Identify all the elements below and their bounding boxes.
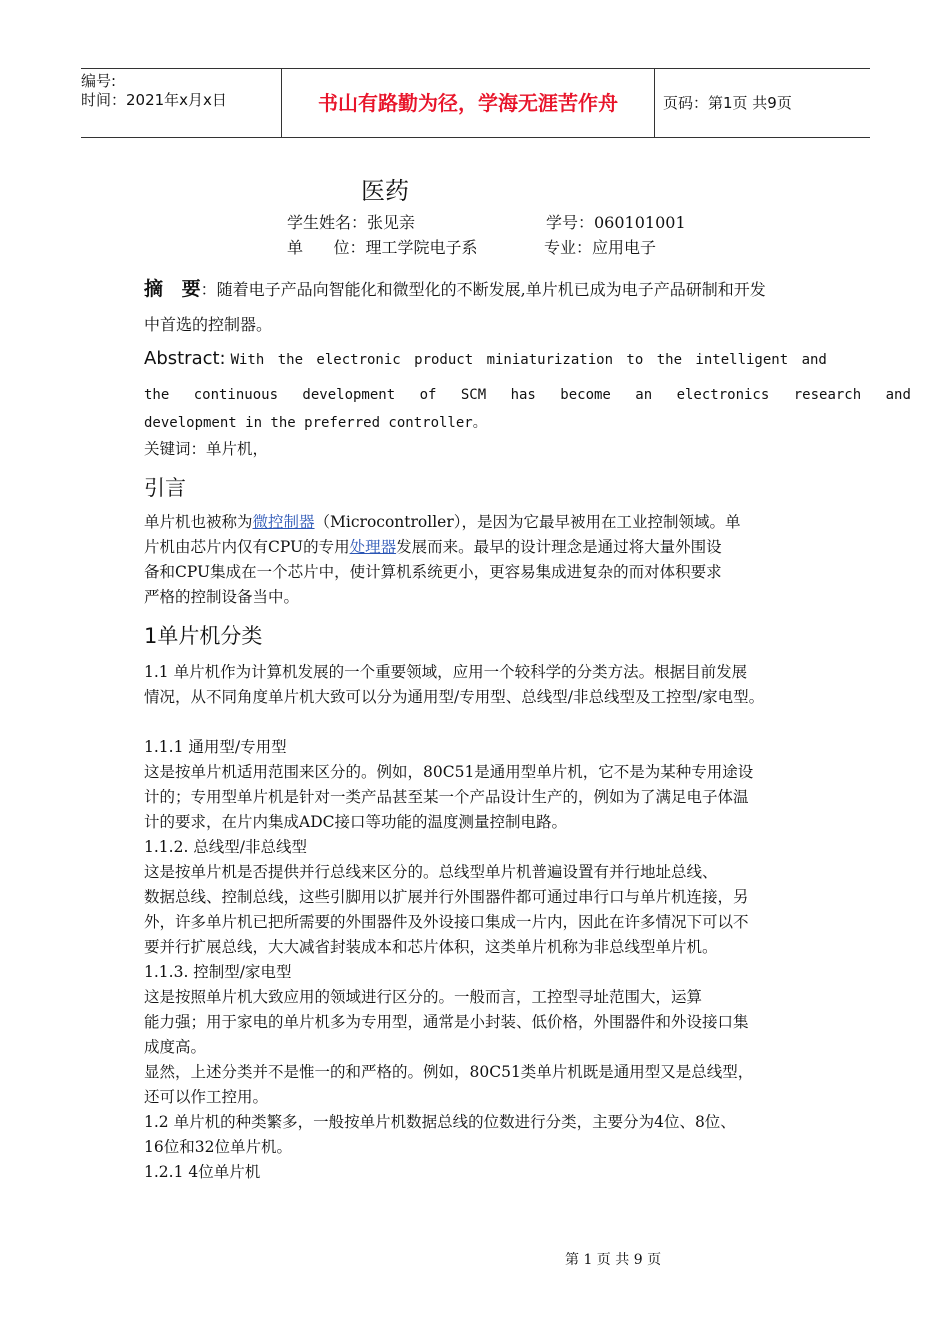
student-unit: 单 位：理工学院电子系	[287, 238, 478, 257]
processor-link[interactable]: 处理器	[349, 538, 397, 556]
heading-1-1-2: 1.1.2. 总线型/非总线型	[144, 838, 308, 856]
para-1-2-line2: 16位和32位单片机。	[144, 1138, 292, 1156]
abstract-en-label: Abstract:	[144, 348, 226, 369]
page-footer: 第 1 页 共 9 页	[565, 1252, 662, 1268]
para-1-1-1-line3: 计的要求，在片内集成ADC接口等功能的温度测量控制电路。	[144, 813, 567, 831]
intro-heading: 引言	[144, 476, 186, 500]
heading-1-1-3: 1.1.3. 控制型/家电型	[144, 963, 292, 981]
intro-line1: 单片机也被称为微控制器（Microcontroller），是因为它最早被用在工业控制领域。单	[144, 513, 741, 531]
intro-line3: 备和CPU集成在一个芯片中，使计算机系统更小，更容易集成进复杂的而对体积要求	[144, 563, 722, 581]
header-left	[81, 69, 281, 140]
section-1-heading: 1单片机分类	[144, 624, 263, 648]
student-major: 专业：应用电子	[544, 238, 657, 257]
abstract-en-line3: development in the preferred controller。	[144, 415, 487, 431]
abstract-en-line2: the continuous development of SCM has become an electronics research and	[144, 387, 911, 403]
microcontroller-link[interactable]: 微控制器	[252, 513, 315, 531]
keywords: 关键词：单片机，	[144, 440, 269, 458]
para-1-1-2-line4: 要并行扩展总线，大大减省封装成本和芯片体积，这类单片机称为非总线型单片机。	[144, 938, 718, 956]
para-1-1-3-line4: 显然，上述分类并不是惟一的和严格的。例如，80C51类单片机既是通用型又是总线型，	[144, 1063, 754, 1081]
document-title: 医药	[361, 177, 409, 205]
para-1-1-2-line3: 外，许多单片机已把所需要的外围器件及外设接口集成一片内，因此在许多情况下可以不	[144, 913, 749, 931]
heading-1-1-1: 1.1.1 通用型/专用型	[144, 738, 287, 756]
student-id: 学号：060101001	[546, 213, 686, 232]
para-1-2-line1: 1.2 单片机的种类繁多，一般按单片机数据总线的位数进行分类，主要分为4位、8位、	[144, 1113, 736, 1131]
para-1-1-3-line1: 这是按照单片机大致应用的领域进行区分的。一般而言，工控型寻址范围大，运算	[144, 988, 703, 1006]
header-motto: 书山有路勤为径，学海无涯苦作舟	[281, 69, 655, 137]
para-1-1-line2: 情况，从不同角度单片机大致可以分为通用型/专用型、总线型/非总线型及工控型/家电型。	[144, 688, 765, 706]
heading-1-2-1: 1.2.1 4位单片机	[144, 1163, 261, 1181]
para-1-1-3-line3: 成度高。	[144, 1038, 207, 1056]
header-page-number: 页码：第1页 共9页	[663, 94, 792, 112]
page-header	[81, 68, 870, 138]
para-1-1-1-line1: 这是按单片机适用范围来区分的。例如，80C51是通用型单片机，它不是为某种专用途设	[144, 763, 754, 781]
student-name: 学生姓名：张见亲	[287, 213, 416, 232]
para-1-1-1-line2: 计的；专用型单片机是针对一类产品甚至某一个产品设计生产的，例如为了满足电子体温	[144, 788, 749, 806]
para-1-1-2-line1: 这是按单片机是否提供并行总线来区分的。总线型单片机普遍设置有并行地址总线、	[144, 863, 718, 881]
para-1-1-3-line2: 能力强；用于家电的单片机多为专用型，通常是小封装、低价格，外围器件和外设接口集	[144, 1013, 749, 1031]
abstract-cn-label: 摘 要	[144, 278, 201, 300]
para-1-1-2-line2: 数据总线、控制总线，这些引脚用以扩展并行外围器件都可通过串行口与单片机连接，另	[144, 888, 749, 906]
intro-line2: 片机由芯片内仅有CPU的专用处理器发展而来。最早的设计理念是通过将大量外围设	[144, 538, 722, 556]
abstract-cn-line1: 摘 要：随着电子产品向智能化和微型化的不断发展,单片机已成为电子产品研制和开发	[144, 278, 766, 300]
abstract-cn-line2: 中首选的控制器。	[144, 315, 273, 334]
para-1-1-3-line5: 还可以作工控用。	[144, 1088, 269, 1106]
time-label: 时间：2021年x月x日	[81, 91, 227, 109]
number-label: 编号:	[81, 72, 117, 90]
para-1-1-line1: 1.1 单片机作为计算机发展的一个重要领域，应用一个较科学的分类方法。根据目前发展	[144, 663, 748, 681]
intro-line4: 严格的控制设备当中。	[144, 588, 300, 606]
abstract-en-line1: Abstract: With the electronic product miniaturization to the intelligent and	[144, 348, 827, 369]
